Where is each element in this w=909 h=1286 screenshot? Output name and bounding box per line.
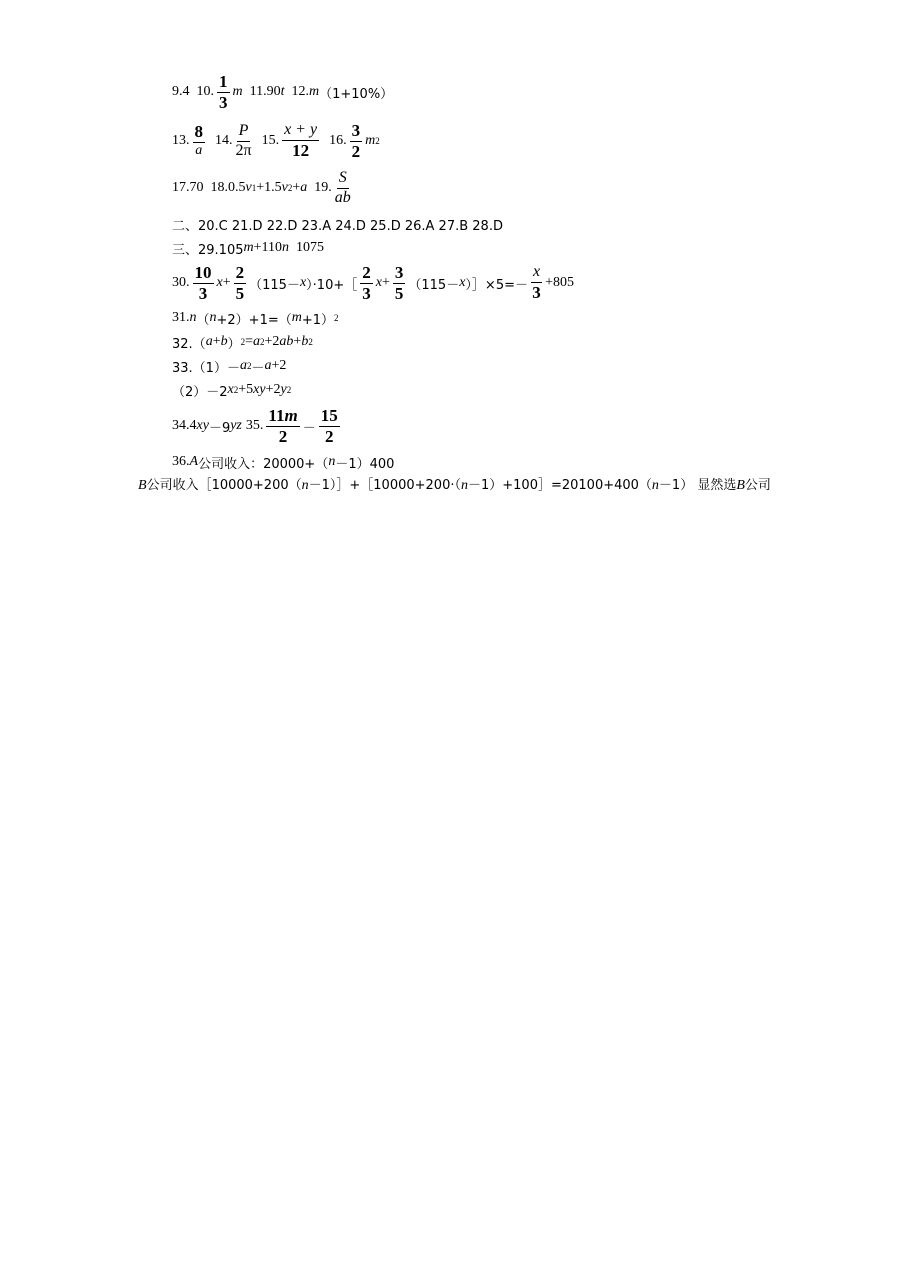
variable: v bbox=[245, 180, 252, 195]
variable: m bbox=[284, 405, 298, 425]
expression-part: +5 bbox=[238, 382, 254, 397]
answer-13-number: 13. bbox=[172, 133, 190, 148]
answer-18-number: 18.0.5 bbox=[210, 180, 246, 195]
answer-12-number: 12. bbox=[291, 84, 309, 99]
variable: t bbox=[280, 84, 285, 99]
variable: x bbox=[227, 382, 234, 397]
variable: y bbox=[280, 382, 287, 397]
fraction bbox=[531, 264, 542, 302]
fraction bbox=[234, 264, 247, 303]
fraction-denominator: 12 bbox=[292, 140, 310, 160]
expression-part: （115－ bbox=[249, 277, 300, 293]
expression-part: －1）+100］=20100+400（ bbox=[467, 478, 652, 493]
answer-33-number: 33.（1）－ bbox=[172, 360, 240, 376]
expression-part: +2 bbox=[271, 358, 287, 373]
fraction-numerator: 1 bbox=[219, 71, 228, 91]
operator: + bbox=[292, 180, 301, 195]
answer-line-33-1: 33.（1）－ a 2 － a +2 bbox=[172, 358, 287, 376]
fraction bbox=[360, 264, 373, 303]
operator: +110 bbox=[253, 240, 283, 255]
expression-part: +2 bbox=[264, 334, 280, 349]
fraction-denominator: 2 bbox=[278, 426, 288, 446]
fraction-denominator: 3 bbox=[532, 282, 541, 302]
answer-29-value: 1075 bbox=[289, 240, 325, 255]
fraction-denominator: 2 bbox=[351, 141, 361, 161]
fraction-denominator: 2 bbox=[324, 426, 334, 446]
fraction-denominator: 3 bbox=[198, 283, 208, 303]
operator: = bbox=[245, 334, 254, 349]
fraction-denominator: 2π bbox=[235, 141, 252, 159]
variable: xy bbox=[253, 382, 266, 397]
expression-part: ）］×5=－ bbox=[465, 277, 528, 293]
variable: n bbox=[301, 478, 309, 493]
answer-line-9-12 bbox=[172, 72, 393, 112]
answer-line-17-19: 17.70 18.0.5 v 1 +1.5 v 2 + a 19. $\frac{S}{ab}$ bbox=[172, 168, 351, 206]
fraction-13 bbox=[193, 123, 206, 159]
variable: a bbox=[239, 358, 247, 373]
answer-14-number: 14. bbox=[215, 133, 233, 148]
variable: b bbox=[220, 334, 228, 349]
expression-part: +2）+1=（ bbox=[216, 312, 292, 328]
variable: a bbox=[300, 180, 308, 195]
fraction-14 bbox=[236, 123, 252, 160]
operator: + bbox=[212, 334, 221, 349]
variable: n bbox=[460, 478, 468, 493]
answer-30-number: 30. bbox=[172, 275, 190, 290]
variable: B bbox=[736, 478, 745, 493]
fraction-denominator: 5 bbox=[235, 283, 245, 303]
answer-9: 9.4 bbox=[172, 84, 190, 99]
variable: n bbox=[328, 454, 336, 469]
variable: m bbox=[365, 133, 376, 148]
variable: m bbox=[232, 84, 243, 99]
answer-line-31: 31. n （ n +2）+1=（ m +1） 2 bbox=[172, 310, 339, 328]
answer-35-number: 35. bbox=[245, 418, 264, 433]
variable: A bbox=[189, 454, 199, 469]
variable: x bbox=[216, 275, 223, 290]
answer-16-number: 16. bbox=[329, 133, 347, 148]
expression-part: －1）400 bbox=[335, 456, 395, 472]
fraction-15 bbox=[282, 122, 319, 160]
variable: ab bbox=[279, 334, 294, 349]
operator: － bbox=[251, 360, 265, 376]
answer-17: 17.70 bbox=[172, 180, 204, 195]
fraction-16 bbox=[350, 122, 363, 161]
fraction-10 bbox=[217, 73, 230, 112]
answer-10-number: 10. bbox=[196, 84, 214, 99]
answer-11: 11.90 bbox=[249, 84, 281, 99]
variable: n bbox=[651, 478, 659, 493]
expression-part: （115－ bbox=[408, 277, 460, 293]
variable: m bbox=[309, 84, 320, 99]
variable: b bbox=[301, 334, 309, 349]
variable: B bbox=[138, 478, 147, 493]
variable: a bbox=[264, 358, 272, 373]
variable: v bbox=[281, 180, 288, 195]
fraction bbox=[266, 407, 299, 446]
fraction bbox=[193, 264, 214, 303]
answer-line-13-16: 13. $\frac{8}{a}$ 14. $\frac{P}{2\pi}$ 15. $\frac{x + y}{12}$ 16. $\frac{3}{2}$ m 2 bbox=[172, 120, 380, 161]
expression-part: （ bbox=[196, 312, 210, 328]
answer-line-33-2: （2）－2 x 2 +5 xy +2 y 2 bbox=[172, 382, 292, 400]
variable: n bbox=[209, 310, 217, 325]
expression-part: －1） 显然选 bbox=[658, 478, 737, 493]
fraction-numerator: 15 bbox=[320, 405, 338, 425]
expression-part: +1） bbox=[301, 312, 335, 328]
variable: m bbox=[291, 310, 302, 325]
answer-15-number: 15. bbox=[261, 133, 280, 148]
expression-part: －9 bbox=[208, 420, 231, 436]
expression-part: ）·10+［ bbox=[306, 277, 358, 293]
variable: a bbox=[253, 334, 261, 349]
fraction-numerator: x bbox=[531, 264, 542, 283]
expression-part: 公司收入：20000+（ bbox=[198, 456, 329, 472]
fraction bbox=[393, 264, 406, 303]
fraction-numerator: x + y bbox=[282, 122, 319, 141]
fraction-numerator: 8 bbox=[194, 122, 203, 142]
fraction-numerator: 3 bbox=[351, 120, 361, 140]
expression-part: ） bbox=[227, 336, 241, 352]
answer-36-number: 36. bbox=[172, 454, 190, 469]
fraction-numerator: 10 bbox=[194, 262, 212, 282]
variable: x bbox=[459, 275, 466, 290]
fraction-denominator: 5 bbox=[394, 283, 404, 303]
answer-34-number: 34.4 bbox=[172, 418, 197, 433]
answer-12-expression: （1+10%） bbox=[319, 86, 394, 102]
variable: m bbox=[243, 240, 254, 255]
fraction-denominator: 3 bbox=[362, 283, 371, 303]
variable: yz bbox=[230, 418, 242, 433]
expression-part: －1）］+［10000+200·（ bbox=[308, 478, 461, 493]
fraction-numerator: 11 bbox=[268, 405, 285, 425]
fraction-denominator: 3 bbox=[219, 92, 228, 112]
multiple-choice-answers bbox=[172, 212, 503, 236]
operator: + bbox=[381, 275, 390, 290]
answer-29-number: 三、29.105 bbox=[172, 242, 244, 258]
answer-33-part-2: （2）－2 bbox=[172, 384, 228, 400]
fraction-numerator: S bbox=[337, 170, 349, 189]
variable: a bbox=[205, 334, 213, 349]
answer-36-paragraph bbox=[138, 474, 788, 498]
expression-part: +2 bbox=[265, 382, 281, 397]
answer-19-number: 19. bbox=[314, 180, 332, 195]
answer-31-number: 31. bbox=[172, 310, 190, 325]
variable: n bbox=[189, 310, 197, 325]
fraction-numerator: 2 bbox=[235, 262, 245, 282]
fraction-numerator: 3 bbox=[394, 262, 404, 282]
fraction-19 bbox=[335, 170, 351, 207]
fraction-numerator: 2 bbox=[362, 262, 371, 282]
fraction-denominator: ab bbox=[334, 188, 351, 206]
expression-part: 公司收入［10000+200（ bbox=[146, 478, 302, 493]
variable: x bbox=[375, 275, 382, 290]
fraction bbox=[319, 407, 340, 446]
answer-32-number: 32.（ bbox=[172, 336, 206, 352]
answer-line-34-35 bbox=[172, 406, 343, 446]
operator: + bbox=[222, 275, 231, 290]
answer-line-32: 32.（ a + b ） 2 = a 2 +2 ab + b 2 bbox=[172, 334, 313, 352]
expression-part: 公司 bbox=[744, 478, 771, 493]
operator: +1.5 bbox=[256, 180, 282, 195]
answer-line-36 bbox=[172, 450, 394, 474]
answer-text: 二、20.C 21.D 22.D 23.A 24.D 25.D 26.A 27.B 28.D bbox=[172, 218, 503, 234]
fraction-numerator: P bbox=[237, 123, 251, 142]
variable: n bbox=[282, 240, 290, 255]
variable: x bbox=[299, 275, 307, 290]
answer-line-30 bbox=[172, 263, 574, 303]
expression-part: +805 bbox=[545, 275, 574, 290]
answer-line-29 bbox=[172, 236, 324, 260]
variable: xy bbox=[196, 418, 209, 433]
operator: － bbox=[302, 420, 316, 436]
operator: + bbox=[293, 334, 302, 349]
fraction-denominator: a bbox=[195, 143, 203, 159]
